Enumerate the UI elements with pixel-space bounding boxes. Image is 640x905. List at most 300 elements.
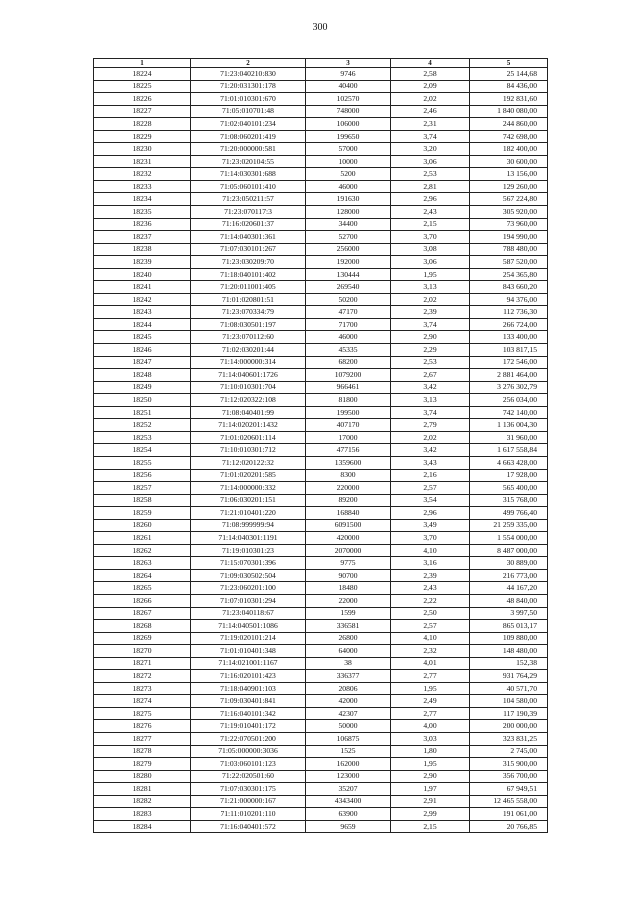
table-cell-col2: 71:22:020501:60 <box>191 770 306 783</box>
table-cell-col2: 71:14:000000:332 <box>191 482 306 495</box>
table-cell-col5: 194 990,00 <box>470 231 548 244</box>
table-row <box>94 406 548 419</box>
table-row <box>94 93 548 106</box>
table-row <box>94 770 548 783</box>
data-table-container <box>93 58 548 833</box>
table-cell-col4: 4,01 <box>391 657 470 670</box>
table-cell-col4: 2,29 <box>391 344 470 357</box>
table-cell-col4: 2,77 <box>391 670 470 683</box>
table-cell-col2: 71:23:070117:3 <box>191 206 306 219</box>
table-cell-col3: 168840 <box>306 507 391 520</box>
table-cell-col3: 50200 <box>306 293 391 306</box>
table-cell-col1: 18271 <box>94 657 191 670</box>
table-cell-col4: 2,43 <box>391 206 470 219</box>
table-cell-col2: 71:14:040501:1086 <box>191 620 306 633</box>
table-cell-col1: 18258 <box>94 494 191 507</box>
table-cell-col5: 315 900,00 <box>470 758 548 771</box>
table-row <box>94 695 548 708</box>
table-cell-col5: 148 480,00 <box>470 645 548 658</box>
table-cell-col4: 2,31 <box>391 118 470 131</box>
table-cell-col4: 2,81 <box>391 180 470 193</box>
table-cell-col3: 42000 <box>306 695 391 708</box>
table-cell-col5: 1 840 080,00 <box>470 105 548 118</box>
table-cell-col4: 2,90 <box>391 770 470 783</box>
table-cell-col3: 57000 <box>306 143 391 156</box>
table-cell-col5: 191 061,00 <box>470 808 548 821</box>
table-cell-col5: 565 400,00 <box>470 482 548 495</box>
table-cell-col2: 71:03:060101:123 <box>191 758 306 771</box>
table-cell-col1: 18281 <box>94 783 191 796</box>
table-cell-col4: 3,54 <box>391 494 470 507</box>
table-cell-col1: 18262 <box>94 544 191 557</box>
table-cell-col5: 587 520,00 <box>470 256 548 269</box>
table-row <box>94 155 548 168</box>
table-cell-col2: 71:08:030501:197 <box>191 318 306 331</box>
table-cell-col5: 742 140,00 <box>470 406 548 419</box>
table-cell-col2: 71:12:020322:108 <box>191 394 306 407</box>
table-row <box>94 331 548 344</box>
table-cell-col1: 18245 <box>94 331 191 344</box>
table-cell-col1: 18233 <box>94 180 191 193</box>
table-cell-col3: 26800 <box>306 632 391 645</box>
table-cell-col2: 71:05:000000:3036 <box>191 745 306 758</box>
table-cell-col4: 2,02 <box>391 431 470 444</box>
table-cell-col3: 256000 <box>306 243 391 256</box>
table-cell-col5: 112 736,30 <box>470 306 548 319</box>
table-cell-col1: 18231 <box>94 155 191 168</box>
table-cell-col5: 3 997,50 <box>470 607 548 620</box>
table-cell-col4: 1,95 <box>391 682 470 695</box>
table-cell-col3: 336377 <box>306 670 391 683</box>
table-cell-col4: 1,95 <box>391 758 470 771</box>
table-cell-col5: 256 034,00 <box>470 394 548 407</box>
table-cell-col5: 84 436,00 <box>470 80 548 93</box>
table-row <box>94 231 548 244</box>
table-cell-col3: 22000 <box>306 594 391 607</box>
table-cell-col1: 18277 <box>94 732 191 745</box>
table-cell-col5: 48 840,00 <box>470 594 548 607</box>
table-cell-col1: 18227 <box>94 105 191 118</box>
table-row <box>94 344 548 357</box>
table-cell-col1: 18267 <box>94 607 191 620</box>
table-cell-col2: 71:18:040101:402 <box>191 268 306 281</box>
table-cell-col5: 1 554 000,00 <box>470 532 548 545</box>
table-cell-col4: 3,13 <box>391 281 470 294</box>
table-cell-col1: 18229 <box>94 130 191 143</box>
table-row <box>94 394 548 407</box>
table-cell-col4: 3,06 <box>391 155 470 168</box>
table-cell-col5: 244 860,00 <box>470 118 548 131</box>
table-cell-col2: 71:11:010201:110 <box>191 808 306 821</box>
table-cell-col5: 216 773,00 <box>470 569 548 582</box>
table-cell-col4: 2,53 <box>391 356 470 369</box>
table-cell-col2: 71:01:020201:585 <box>191 469 306 482</box>
table-cell-col5: 843 660,20 <box>470 281 548 294</box>
table-cell-col5: 44 167,20 <box>470 582 548 595</box>
table-row <box>94 456 548 469</box>
table-cell-col5: 67 949,51 <box>470 783 548 796</box>
table-cell-col3: 45335 <box>306 344 391 357</box>
table-cell-col3: 191630 <box>306 193 391 206</box>
table-cell-col4: 3,43 <box>391 456 470 469</box>
table-cell-col3: 46000 <box>306 180 391 193</box>
table-cell-col3: 5200 <box>306 168 391 181</box>
table-cell-col1: 18230 <box>94 143 191 156</box>
table-cell-col3: 34400 <box>306 218 391 231</box>
table-row <box>94 306 548 319</box>
table-cell-col2: 71:07:030301:175 <box>191 783 306 796</box>
table-cell-col4: 2,02 <box>391 293 470 306</box>
table-cell-col1: 18260 <box>94 519 191 532</box>
column-header-1: 1 <box>94 59 191 68</box>
table-row <box>94 143 548 156</box>
table-cell-col1: 18242 <box>94 293 191 306</box>
table-cell-col1: 18239 <box>94 256 191 269</box>
table-cell-col4: 2,91 <box>391 795 470 808</box>
table-cell-col2: 71:23:050211:57 <box>191 193 306 206</box>
table-cell-col3: 64000 <box>306 645 391 658</box>
table-cell-col2: 71:12:020122:32 <box>191 456 306 469</box>
table-cell-col2: 71:01:010301:670 <box>191 93 306 106</box>
table-cell-col2: 71:14:040601:1726 <box>191 369 306 382</box>
table-row <box>94 431 548 444</box>
table-cell-col1: 18241 <box>94 281 191 294</box>
table-row <box>94 68 548 81</box>
table-row <box>94 532 548 545</box>
table-body <box>94 68 548 833</box>
table-row <box>94 469 548 482</box>
table-cell-col1: 18270 <box>94 645 191 658</box>
table-cell-col5: 21 259 335,00 <box>470 519 548 532</box>
table-cell-col3: 966461 <box>306 381 391 394</box>
table-cell-col3: 6091500 <box>306 519 391 532</box>
table-cell-col4: 2,79 <box>391 419 470 432</box>
table-cell-col3: 9775 <box>306 557 391 570</box>
table-cell-col3: 199650 <box>306 130 391 143</box>
table-cell-col1: 18249 <box>94 381 191 394</box>
table-cell-col5: 172 546,00 <box>470 356 548 369</box>
table-cell-col1: 18275 <box>94 707 191 720</box>
table-cell-col1: 18284 <box>94 820 191 833</box>
table-cell-col3: 17000 <box>306 431 391 444</box>
table-cell-col4: 2,46 <box>391 105 470 118</box>
table-row <box>94 444 548 457</box>
table-cell-col5: 94 376,00 <box>470 293 548 306</box>
table-cell-col2: 71:19:010301:23 <box>191 544 306 557</box>
table-cell-col3: 9746 <box>306 68 391 81</box>
table-cell-col3: 90700 <box>306 569 391 582</box>
table-cell-col1: 18246 <box>94 344 191 357</box>
table-cell-col4: 2,15 <box>391 218 470 231</box>
table-cell-col5: 30 600,00 <box>470 155 548 168</box>
table-cell-col1: 18225 <box>94 80 191 93</box>
table-row <box>94 268 548 281</box>
table-row <box>94 808 548 821</box>
table-cell-col1: 18234 <box>94 193 191 206</box>
table-cell-col4: 3,70 <box>391 231 470 244</box>
table-cell-col4: 2,39 <box>391 306 470 319</box>
table-cell-col2: 71:16:020601:37 <box>191 218 306 231</box>
table-cell-col1: 18224 <box>94 68 191 81</box>
table-row <box>94 632 548 645</box>
table-cell-col1: 18253 <box>94 431 191 444</box>
table-row <box>94 745 548 758</box>
table-cell-col5: 73 960,00 <box>470 218 548 231</box>
table-cell-col1: 18261 <box>94 532 191 545</box>
table-cell-col4: 3,74 <box>391 406 470 419</box>
table-cell-col5: 104 580,00 <box>470 695 548 708</box>
table-row <box>94 582 548 595</box>
table-cell-col3: 199500 <box>306 406 391 419</box>
table-cell-col4: 2,77 <box>391 707 470 720</box>
table-row <box>94 720 548 733</box>
table-cell-col4: 3,13 <box>391 394 470 407</box>
table-row <box>94 645 548 658</box>
table-cell-col2: 71:23:060201:100 <box>191 582 306 595</box>
table-cell-col1: 18248 <box>94 369 191 382</box>
table-cell-col4: 2,57 <box>391 482 470 495</box>
table-cell-col2: 71:08:999999:94 <box>191 519 306 532</box>
table-cell-col4: 3,42 <box>391 381 470 394</box>
table-cell-col4: 3,06 <box>391 256 470 269</box>
table-cell-col5: 2 881 464,00 <box>470 369 548 382</box>
table-cell-col5: 17 928,00 <box>470 469 548 482</box>
table-cell-col4: 3,03 <box>391 732 470 745</box>
table-cell-col1: 18237 <box>94 231 191 244</box>
table-row <box>94 318 548 331</box>
table-cell-col3: 220000 <box>306 482 391 495</box>
table-cell-col5: 129 260,00 <box>470 180 548 193</box>
table-cell-col1: 18266 <box>94 594 191 607</box>
table-cell-col5: 266 724,00 <box>470 318 548 331</box>
table-cell-col4: 2,67 <box>391 369 470 382</box>
table-cell-col1: 18244 <box>94 318 191 331</box>
table-cell-col4: 3,49 <box>391 519 470 532</box>
table-cell-col2: 71:14:000000:314 <box>191 356 306 369</box>
table-cell-col2: 71:14:030301:688 <box>191 168 306 181</box>
table-cell-col2: 71:08:060201:419 <box>191 130 306 143</box>
table-cell-col1: 18257 <box>94 482 191 495</box>
table-cell-col5: 182 400,00 <box>470 143 548 156</box>
table-row <box>94 758 548 771</box>
table-cell-col5: 1 136 004,30 <box>470 419 548 432</box>
table-row <box>94 519 548 532</box>
table-cell-col2: 71:21:000000:167 <box>191 795 306 808</box>
table-cell-col1: 18232 <box>94 168 191 181</box>
table-cell-col2: 71:14:020201:1432 <box>191 419 306 432</box>
table-row <box>94 557 548 570</box>
table-cell-col4: 1,95 <box>391 268 470 281</box>
table-cell-col5: 742 698,00 <box>470 130 548 143</box>
table-row <box>94 218 548 231</box>
table-cell-col4: 2,57 <box>391 620 470 633</box>
table-row <box>94 670 548 683</box>
table-cell-col1: 18259 <box>94 507 191 520</box>
table-cell-col5: 567 224,80 <box>470 193 548 206</box>
table-cell-col3: 46000 <box>306 331 391 344</box>
table-cell-col3: 20806 <box>306 682 391 695</box>
table-cell-col2: 71:16:040101:342 <box>191 707 306 720</box>
table-cell-col3: 102570 <box>306 93 391 106</box>
table-row <box>94 607 548 620</box>
table-cell-col5: 865 013,17 <box>470 620 548 633</box>
table-cell-col1: 18278 <box>94 745 191 758</box>
table-row <box>94 105 548 118</box>
table-cell-col1: 18276 <box>94 720 191 733</box>
table-cell-col2: 71:23:070334:79 <box>191 306 306 319</box>
table-cell-col5: 12 465 558,00 <box>470 795 548 808</box>
table-cell-col2: 71:01:010401:348 <box>191 645 306 658</box>
table-cell-col3: 63900 <box>306 808 391 821</box>
table-cell-col1: 18272 <box>94 670 191 683</box>
table-cell-col3: 10000 <box>306 155 391 168</box>
table-row <box>94 180 548 193</box>
table-cell-col5: 31 960,00 <box>470 431 548 444</box>
table-cell-col2: 71:10:010301:712 <box>191 444 306 457</box>
table-cell-col4: 2,96 <box>391 507 470 520</box>
table-cell-col1: 18283 <box>94 808 191 821</box>
table-cell-col4: 2,58 <box>391 68 470 81</box>
table-cell-col2: 71:18:040901:103 <box>191 682 306 695</box>
table-cell-col3: 477156 <box>306 444 391 457</box>
table-cell-col4: 4,00 <box>391 720 470 733</box>
table-cell-col1: 18264 <box>94 569 191 582</box>
table-cell-col4: 2,53 <box>391 168 470 181</box>
table-row <box>94 544 548 557</box>
table-cell-col3: 4343400 <box>306 795 391 808</box>
table-cell-col3: 81800 <box>306 394 391 407</box>
table-cell-col3: 35207 <box>306 783 391 796</box>
table-row <box>94 820 548 833</box>
table-cell-col1: 18247 <box>94 356 191 369</box>
column-header-2: 2 <box>191 59 306 68</box>
table-cell-col1: 18254 <box>94 444 191 457</box>
table-row <box>94 256 548 269</box>
table-cell-col1: 18274 <box>94 695 191 708</box>
table-row <box>94 594 548 607</box>
table-cell-col3: 8300 <box>306 469 391 482</box>
column-header-4: 4 <box>391 59 470 68</box>
table-cell-col2: 71:07:010301:294 <box>191 594 306 607</box>
table-row <box>94 206 548 219</box>
table-cell-col5: 315 768,00 <box>470 494 548 507</box>
table-cell-col2: 71:23:020104:55 <box>191 155 306 168</box>
table-cell-col2: 71:09:030401:841 <box>191 695 306 708</box>
table-cell-col3: 1525 <box>306 745 391 758</box>
table-cell-col5: 192 831,60 <box>470 93 548 106</box>
table-cell-col3: 9659 <box>306 820 391 833</box>
table-row <box>94 356 548 369</box>
table-cell-col3: 420000 <box>306 532 391 545</box>
table-cell-col2: 71:01:020801:51 <box>191 293 306 306</box>
table-row <box>94 657 548 670</box>
table-row <box>94 369 548 382</box>
table-cell-col4: 3,74 <box>391 318 470 331</box>
table-cell-col3: 269540 <box>306 281 391 294</box>
table-cell-col1: 18228 <box>94 118 191 131</box>
table-cell-col5: 133 400,00 <box>470 331 548 344</box>
table-cell-col4: 2,39 <box>391 569 470 582</box>
table-cell-col2: 71:14:021001:1167 <box>191 657 306 670</box>
table-cell-col1: 18282 <box>94 795 191 808</box>
table-cell-col4: 2,43 <box>391 582 470 595</box>
table-cell-col1: 18251 <box>94 406 191 419</box>
table-cell-col3: 1079200 <box>306 369 391 382</box>
table-cell-col2: 71:20:031301:178 <box>191 80 306 93</box>
table-cell-col3: 130444 <box>306 268 391 281</box>
table-cell-col1: 18263 <box>94 557 191 570</box>
table-cell-col5: 117 190,39 <box>470 707 548 720</box>
table-row <box>94 293 548 306</box>
table-cell-col4: 2,99 <box>391 808 470 821</box>
table-cell-col4: 2,49 <box>391 695 470 708</box>
table-cell-col5: 103 817,15 <box>470 344 548 357</box>
table-cell-col2: 71:23:070112:60 <box>191 331 306 344</box>
table-cell-col4: 2,15 <box>391 820 470 833</box>
table-cell-col2: 71:14:040301:361 <box>191 231 306 244</box>
table-row <box>94 168 548 181</box>
table-row <box>94 732 548 745</box>
table-cell-col5: 254 365,80 <box>470 268 548 281</box>
table-cell-col2: 71:20:011001:405 <box>191 281 306 294</box>
table-cell-col1: 18226 <box>94 93 191 106</box>
table-row <box>94 193 548 206</box>
table-cell-col4: 4,10 <box>391 632 470 645</box>
table-cell-col2: 71:05:010701:48 <box>191 105 306 118</box>
table-cell-col2: 71:20:000000:581 <box>191 143 306 156</box>
table-cell-col3: 106000 <box>306 118 391 131</box>
table-cell-col2: 71:16:020101:423 <box>191 670 306 683</box>
table-cell-col1: 18256 <box>94 469 191 482</box>
table-cell-col5: 499 766,40 <box>470 507 548 520</box>
table-cell-col1: 18252 <box>94 419 191 432</box>
table-cell-col4: 3,74 <box>391 130 470 143</box>
table-cell-col4: 3,08 <box>391 243 470 256</box>
table-cell-col1: 18250 <box>94 394 191 407</box>
table-row <box>94 569 548 582</box>
table-cell-col1: 18240 <box>94 268 191 281</box>
table-cell-col4: 2,50 <box>391 607 470 620</box>
table-cell-col2: 71:16:040401:572 <box>191 820 306 833</box>
table-cell-col3: 1359600 <box>306 456 391 469</box>
table-row <box>94 118 548 131</box>
table-cell-col5: 3 276 302,79 <box>470 381 548 394</box>
table-cell-col3: 38 <box>306 657 391 670</box>
table-row <box>94 482 548 495</box>
table-cell-col5: 200 000,00 <box>470 720 548 733</box>
table-cell-col2: 71:23:030209:70 <box>191 256 306 269</box>
table-cell-col1: 18255 <box>94 456 191 469</box>
table-cell-col1: 18235 <box>94 206 191 219</box>
column-header-5: 5 <box>470 59 548 68</box>
table-cell-col5: 788 480,00 <box>470 243 548 256</box>
table-cell-col4: 2,09 <box>391 80 470 93</box>
table-cell-col4: 3,70 <box>391 532 470 545</box>
table-cell-col3: 748000 <box>306 105 391 118</box>
table-cell-col2: 71:07:030101:267 <box>191 243 306 256</box>
table-cell-col3: 106875 <box>306 732 391 745</box>
table-cell-col1: 18236 <box>94 218 191 231</box>
table-row <box>94 507 548 520</box>
table-cell-col3: 68200 <box>306 356 391 369</box>
table-cell-col3: 50000 <box>306 720 391 733</box>
table-cell-col2: 71:01:020601:114 <box>191 431 306 444</box>
table-cell-col4: 2,90 <box>391 331 470 344</box>
table-cell-col2: 71:02:040101:234 <box>191 118 306 131</box>
table-row <box>94 620 548 633</box>
table-cell-col5: 20 766,85 <box>470 820 548 833</box>
table-cell-col4: 2,96 <box>391 193 470 206</box>
